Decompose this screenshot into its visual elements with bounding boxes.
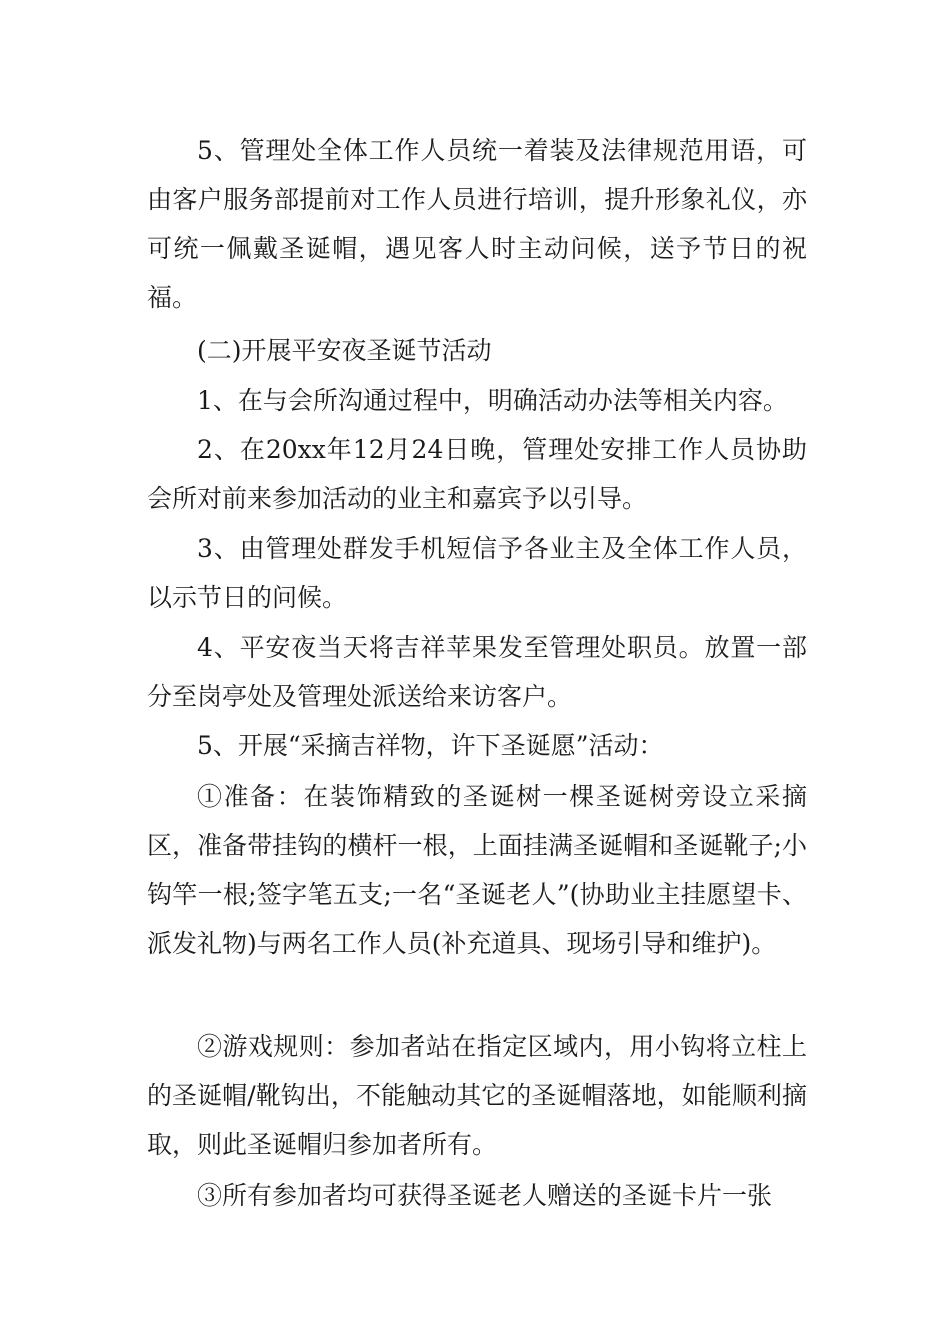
paragraph-game-rules: ②游戏规则：参加者站在指定区域内，用小钩将立柱上的圣诞帽/靴钩出，不能触动其它的圣诞帽落地，如能顺利摘取，则此圣诞帽归参加者所有。 (147, 1032, 807, 1159)
paragraph-staff-attire: 5、管理处全体工作人员统一着装及法律规范用语，可由客户服务部提前对工作人员进行培训，提升形象礼仪，亦可统一佩戴圣诞帽，遇见客人时主动问候，送予节日的祝福。 (147, 136, 807, 312)
paragraph-preparation: ①准备：在装饰精致的圣诞树一棵圣诞树旁设立采摘区，准备带挂钩的横杆一根，上面挂满圣诞帽和圣诞靴子;小钩竿一根;签字笔五支;一名“圣诞老人”(协助业主挂愿望卡、派发礼物)与两名工作人员(补充道具、现场引导和维护)。 (147, 782, 807, 958)
section-heading-christmas-eve-activity: (二)开展平安夜圣诞节活动 (197, 336, 492, 365)
paragraph-item-4: 4、平安夜当天将吉祥苹果发至管理处职员。放置一部分至岗亭处及管理处派送给来访客户。 (147, 633, 807, 711)
paragraph-participants-gift: ③所有参加者均可获得圣诞老人赠送的圣诞卡片一张 (197, 1181, 773, 1210)
paragraph-item-3: 3、由管理处群发手机短信予各业主及全体工作人员，以示节日的问候。 (147, 534, 807, 612)
paragraph-item-5: 5、开展“采摘吉祥物，许下圣诞愿”活动： (197, 731, 664, 760)
paragraph-item-2: 2、在20xx年12月24日晚，管理处安排工作人员协助会所对前来参加活动的业主和嘉宾予以引导。 (147, 435, 807, 513)
paragraph-item-1: 1、在与会所沟通过程中，明确活动办法等相关内容。 (197, 386, 788, 415)
